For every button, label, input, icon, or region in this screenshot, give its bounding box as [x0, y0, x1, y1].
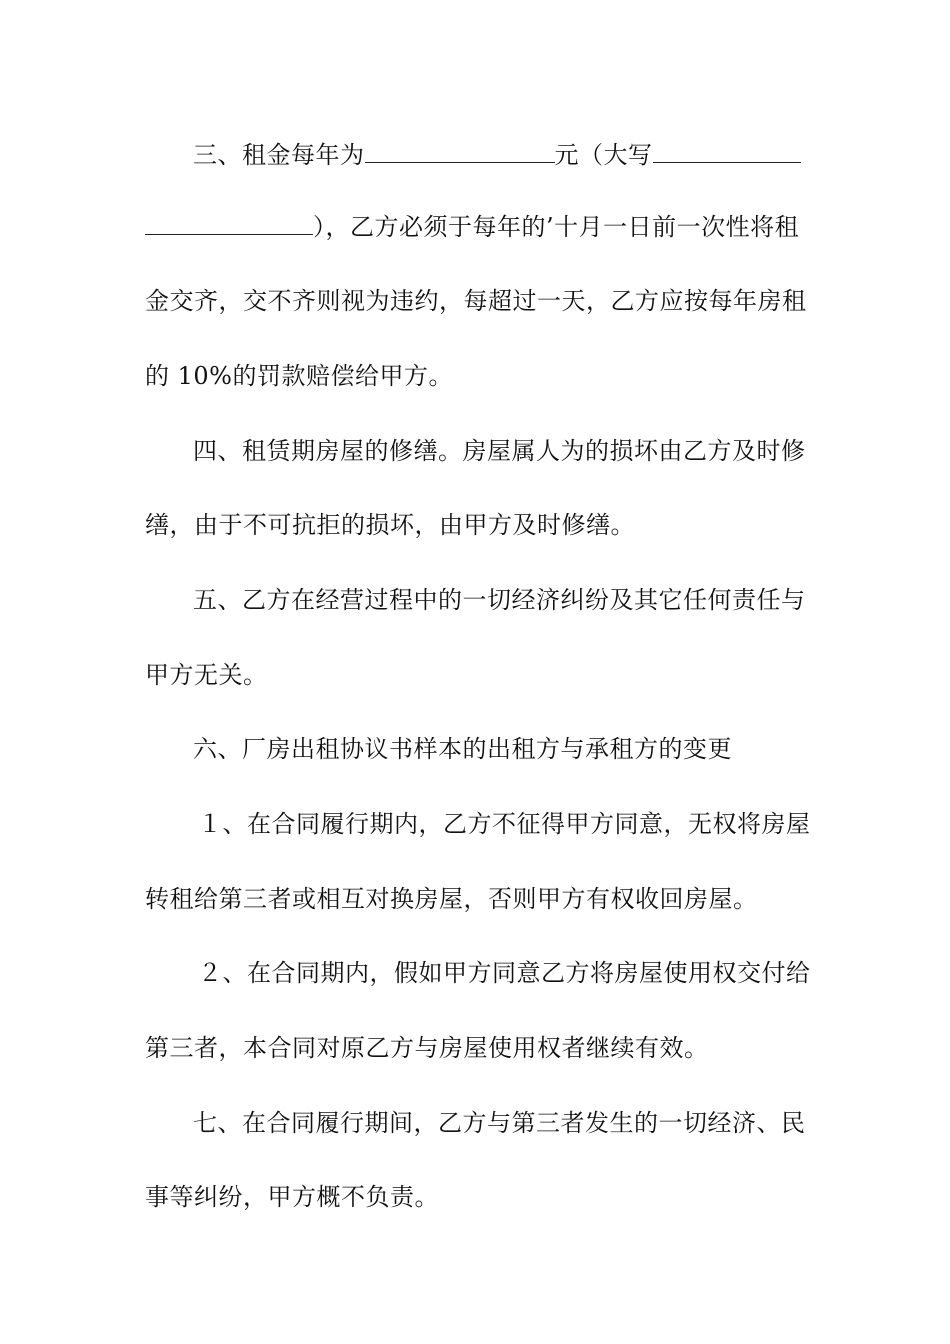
rent-uppercase-blank-cont: [145, 212, 313, 235]
rent-amount-blank: [365, 140, 555, 163]
clause-4-line-1: 四、租赁期房屋的修缮。房屋属人为的损坏由乙方及时修: [193, 437, 806, 465]
clause-6-item-2-line-2: 第三者，本合同对原乙方与房屋使用权者继续有效。: [145, 1034, 709, 1062]
clause-3-text-b: 元（大写: [554, 141, 653, 169]
clause-5-line-2: 甲方无关。: [145, 661, 268, 689]
rent-uppercase-blank: [653, 140, 801, 163]
clause-3-line-3: 金交齐，交不齐则视为违约，每超过一天，乙方应按每年房租: [145, 287, 807, 315]
clause-6-item-1-line-2: 转租给第三者或相互对换房屋，否则甲方有权收回房屋。: [145, 885, 758, 913]
clause-5-line-1: 五、乙方在经营过程中的一切经济纠纷及其它任何责任与: [193, 586, 806, 614]
clause-3-line-1: [193, 138, 863, 172]
clause-7-line-2: 事等纠纷，甲方概不负责。: [145, 1183, 439, 1211]
clause-3-text-a: 三、租金每年为: [193, 141, 365, 169]
clause-3-text-c: ），乙方必须于每年的’十月一日前一次性将租: [313, 213, 800, 241]
clause-6-item-1-line-1: １、在合同履行期内，乙方不征得甲方同意，无权将房屋: [198, 810, 811, 838]
clause-6-item-2-line-1: ２、在合同期内，假如甲方同意乙方将房屋使用权交付给: [198, 959, 811, 987]
clause-3-line-2: [145, 210, 815, 244]
clause-4-line-2: 缮，由于不可抗拒的损坏，由甲方及时修缮。: [145, 511, 635, 539]
clause-7-line-1: 七、在合同履行期间，乙方与第三者发生的一切经济、民: [193, 1109, 806, 1137]
clause-6-heading: 六、厂房出租协议书样本的出租方与承租方的变更: [193, 735, 732, 763]
clause-3-line-4: 的 10%的罚款赔偿给甲方。: [145, 362, 453, 390]
